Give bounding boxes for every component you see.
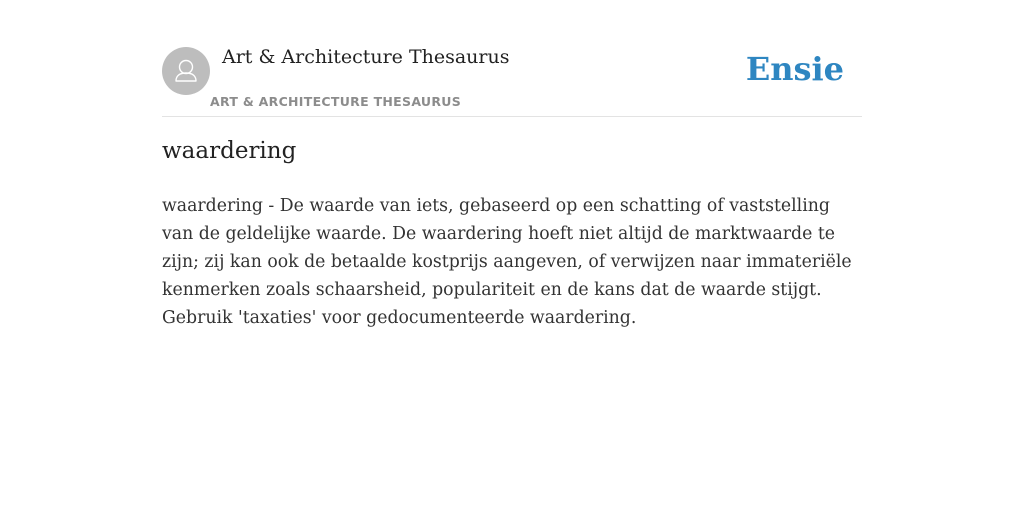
- brand-logo-link[interactable]: Ensie: [745, 50, 844, 88]
- entry-term: waardering: [162, 138, 297, 164]
- source-caption: ART & ARCHITECTURE THESAURUS: [210, 94, 462, 109]
- source-title-link[interactable]: Art & Architecture Thesaurus: [222, 46, 510, 68]
- entry-definition: waardering - De waarde van iets, gebaseerd op een schatting of vaststelling van de geldelijke waarde. De waardering hoeft niet altijd de marktwaarde te zijn; zij kan ook de betaalde kostprijs aangeven, of verwijzen naar immateriële kenmerken zoals schaarsheid, populariteit en de kans dat de waarde stijgt. Gebruik 'taxaties' voor gedocumenteerde waardering.: [162, 196, 852, 328]
- source-header: [162, 0, 862, 117]
- user-icon: [162, 47, 210, 95]
- avatar[interactable]: [162, 47, 210, 95]
